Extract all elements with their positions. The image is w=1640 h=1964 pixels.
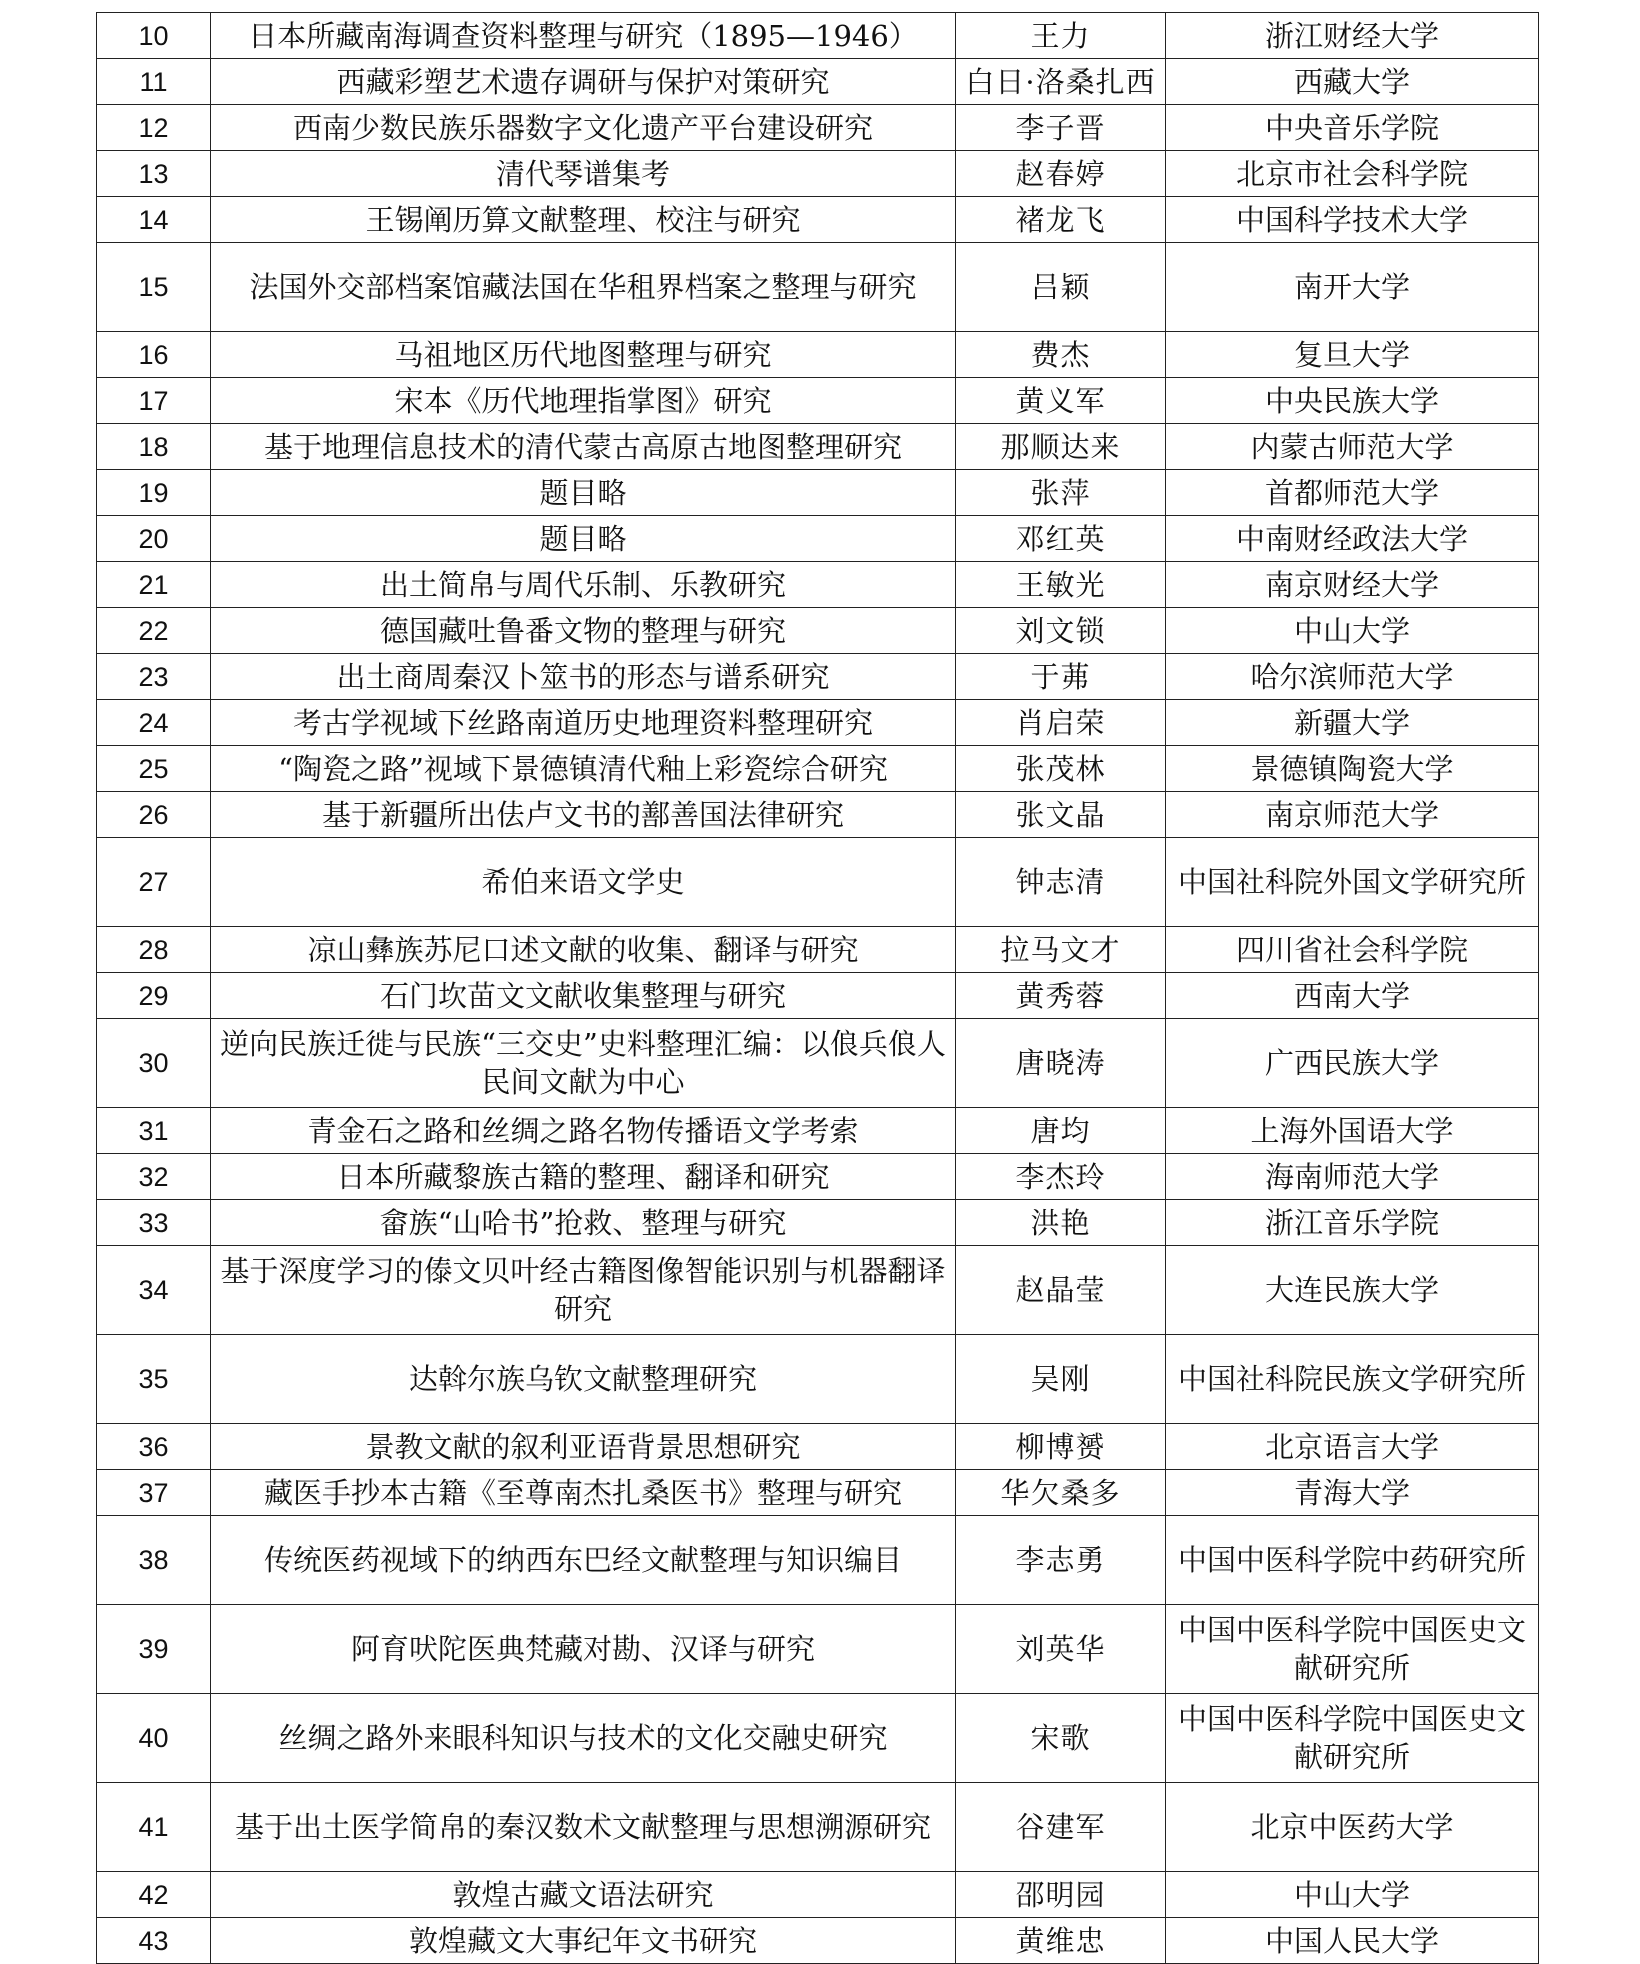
row-number-cell: 28 <box>97 927 211 973</box>
institution-cell: 北京市社会科学院 <box>1166 151 1539 197</box>
institution-cell: 中国社科院民族文学研究所 <box>1166 1335 1539 1424</box>
row-number-cell: 43 <box>97 1918 211 1964</box>
row-number-cell: 17 <box>97 378 211 424</box>
principal-investigator-cell: 白日·洛桑扎西 <box>956 59 1166 105</box>
principal-investigator-cell: 赵春婷 <box>956 151 1166 197</box>
row-number-cell: 35 <box>97 1335 211 1424</box>
project-title-cell: 日本所藏南海调查资料整理与研究（1895—1946） <box>211 13 956 59</box>
principal-investigator-cell: 张萍 <box>956 470 1166 516</box>
institution-cell: 四川省社会科学院 <box>1166 927 1539 973</box>
principal-investigator-cell: 黄秀蓉 <box>956 973 1166 1019</box>
table-row <box>97 838 1539 927</box>
project-title-cell: 达斡尔族乌钦文献整理研究 <box>211 1335 956 1424</box>
table-row <box>97 151 1539 197</box>
table-row <box>97 1019 1539 1108</box>
table-row <box>97 1783 1539 1872</box>
principal-investigator-cell: 吴刚 <box>956 1335 1166 1424</box>
project-title-cell: 凉山彝族苏尼口述文献的收集、翻译与研究 <box>211 927 956 973</box>
project-title-cell: 景教文献的叙利亚语背景思想研究 <box>211 1424 956 1470</box>
table-row <box>97 1516 1539 1605</box>
row-number-cell: 32 <box>97 1154 211 1200</box>
institution-cell: 首都师范大学 <box>1166 470 1539 516</box>
institution-cell: 中南财经政法大学 <box>1166 516 1539 562</box>
row-number-cell: 20 <box>97 516 211 562</box>
table-row <box>97 1200 1539 1246</box>
principal-investigator-cell: 柳博赟 <box>956 1424 1166 1470</box>
table-row <box>97 516 1539 562</box>
table-row <box>97 470 1539 516</box>
principal-investigator-cell: 钟志清 <box>956 838 1166 927</box>
row-number-cell: 10 <box>97 13 211 59</box>
table-row <box>97 59 1539 105</box>
table-row <box>97 973 1539 1019</box>
row-number-cell: 27 <box>97 838 211 927</box>
row-number-cell: 13 <box>97 151 211 197</box>
principal-investigator-cell: 宋歌 <box>956 1694 1166 1783</box>
row-number-cell: 19 <box>97 470 211 516</box>
project-title-cell: 基于深度学习的傣文贝叶经古籍图像智能识别与机器翻译研究 <box>211 1246 956 1335</box>
principal-investigator-cell: 那顺达来 <box>956 424 1166 470</box>
row-number-cell: 11 <box>97 59 211 105</box>
table-row <box>97 243 1539 332</box>
principal-investigator-cell: 刘英华 <box>956 1605 1166 1694</box>
principal-investigator-cell: 邵明园 <box>956 1872 1166 1918</box>
principal-investigator-cell: 于茀 <box>956 654 1166 700</box>
table-row <box>97 562 1539 608</box>
project-title-cell: 传统医药视域下的纳西东巴经文献整理与知识编目 <box>211 1516 956 1605</box>
table-row <box>97 1335 1539 1424</box>
project-table-body <box>97 13 1539 1964</box>
row-number-cell: 24 <box>97 700 211 746</box>
institution-cell: 西南大学 <box>1166 973 1539 1019</box>
table-row <box>97 13 1539 59</box>
table-row <box>97 1246 1539 1335</box>
project-title-cell: 畲族“山哈书”抢救、整理与研究 <box>211 1200 956 1246</box>
institution-cell: 新疆大学 <box>1166 700 1539 746</box>
table-row <box>97 1872 1539 1918</box>
principal-investigator-cell: 洪艳 <box>956 1200 1166 1246</box>
row-number-cell: 40 <box>97 1694 211 1783</box>
principal-investigator-cell: 黄维忠 <box>956 1918 1166 1964</box>
row-number-cell: 18 <box>97 424 211 470</box>
row-number-cell: 12 <box>97 105 211 151</box>
institution-cell: 中央民族大学 <box>1166 378 1539 424</box>
project-title-cell: 王锡阐历算文献整理、校注与研究 <box>211 197 956 243</box>
principal-investigator-cell: 唐均 <box>956 1108 1166 1154</box>
principal-investigator-cell: 褚龙飞 <box>956 197 1166 243</box>
institution-cell: 浙江音乐学院 <box>1166 1200 1539 1246</box>
institution-cell: 内蒙古师范大学 <box>1166 424 1539 470</box>
institution-cell: 南开大学 <box>1166 243 1539 332</box>
principal-investigator-cell: 李志勇 <box>956 1516 1166 1605</box>
row-number-cell: 33 <box>97 1200 211 1246</box>
project-title-cell: 基于出土医学简帛的秦汉数术文献整理与思想溯源研究 <box>211 1783 956 1872</box>
institution-cell: 中国中医科学院中药研究所 <box>1166 1516 1539 1605</box>
institution-cell: 南京师范大学 <box>1166 792 1539 838</box>
row-number-cell: 42 <box>97 1872 211 1918</box>
institution-cell: 上海外国语大学 <box>1166 1108 1539 1154</box>
table-row <box>97 1470 1539 1516</box>
institution-cell: 广西民族大学 <box>1166 1019 1539 1108</box>
project-title-cell: 题目略 <box>211 470 956 516</box>
institution-cell: 青海大学 <box>1166 1470 1539 1516</box>
principal-investigator-cell: 唐晓涛 <box>956 1019 1166 1108</box>
table-row <box>97 746 1539 792</box>
project-title-cell: 基于新疆所出佉卢文书的鄯善国法律研究 <box>211 792 956 838</box>
institution-cell: 中国社科院外国文学研究所 <box>1166 838 1539 927</box>
table-row <box>97 1918 1539 1964</box>
project-title-cell: 阿育吠陀医典梵藏对勘、汉译与研究 <box>211 1605 956 1694</box>
institution-cell: 南京财经大学 <box>1166 562 1539 608</box>
project-title-cell: “陶瓷之路”视域下景德镇清代釉上彩瓷综合研究 <box>211 746 956 792</box>
principal-investigator-cell: 吕颖 <box>956 243 1166 332</box>
project-table <box>96 12 1539 1964</box>
table-row <box>97 654 1539 700</box>
row-number-cell: 26 <box>97 792 211 838</box>
project-title-cell: 题目略 <box>211 516 956 562</box>
row-number-cell: 22 <box>97 608 211 654</box>
row-number-cell: 31 <box>97 1108 211 1154</box>
institution-cell: 中国人民大学 <box>1166 1918 1539 1964</box>
principal-investigator-cell: 费杰 <box>956 332 1166 378</box>
institution-cell: 浙江财经大学 <box>1166 13 1539 59</box>
row-number-cell: 39 <box>97 1605 211 1694</box>
row-number-cell: 37 <box>97 1470 211 1516</box>
project-title-cell: 德国藏吐鲁番文物的整理与研究 <box>211 608 956 654</box>
principal-investigator-cell: 王敏光 <box>956 562 1166 608</box>
principal-investigator-cell: 华欠桑多 <box>956 1470 1166 1516</box>
table-row <box>97 332 1539 378</box>
project-title-cell: 西藏彩塑艺术遗存调研与保护对策研究 <box>211 59 956 105</box>
project-title-cell: 基于地理信息技术的清代蒙古高原古地图整理研究 <box>211 424 956 470</box>
table-row <box>97 1154 1539 1200</box>
table-row <box>97 608 1539 654</box>
row-number-cell: 15 <box>97 243 211 332</box>
institution-cell: 中国中医科学院中国医史文献研究所 <box>1166 1694 1539 1783</box>
institution-cell: 中国科学技术大学 <box>1166 197 1539 243</box>
principal-investigator-cell: 拉马文才 <box>956 927 1166 973</box>
principal-investigator-cell: 黄义军 <box>956 378 1166 424</box>
institution-cell: 景德镇陶瓷大学 <box>1166 746 1539 792</box>
table-row <box>97 1605 1539 1694</box>
table-row <box>97 1694 1539 1783</box>
institution-cell: 中山大学 <box>1166 608 1539 654</box>
row-number-cell: 14 <box>97 197 211 243</box>
principal-investigator-cell: 肖启荣 <box>956 700 1166 746</box>
principal-investigator-cell: 李杰玲 <box>956 1154 1166 1200</box>
project-title-cell: 马祖地区历代地图整理与研究 <box>211 332 956 378</box>
project-title-cell: 出土商周秦汉卜筮书的形态与谱系研究 <box>211 654 956 700</box>
institution-cell: 北京中医药大学 <box>1166 1783 1539 1872</box>
table-row <box>97 424 1539 470</box>
institution-cell: 中国中医科学院中国医史文献研究所 <box>1166 1605 1539 1694</box>
principal-investigator-cell: 谷建军 <box>956 1783 1166 1872</box>
project-title-cell: 宋本《历代地理指掌图》研究 <box>211 378 956 424</box>
row-number-cell: 38 <box>97 1516 211 1605</box>
institution-cell: 中山大学 <box>1166 1872 1539 1918</box>
institution-cell: 中央音乐学院 <box>1166 105 1539 151</box>
row-number-cell: 36 <box>97 1424 211 1470</box>
row-number-cell: 16 <box>97 332 211 378</box>
principal-investigator-cell: 王力 <box>956 13 1166 59</box>
institution-cell: 北京语言大学 <box>1166 1424 1539 1470</box>
principal-investigator-cell: 李子晋 <box>956 105 1166 151</box>
table-row <box>97 197 1539 243</box>
table-row <box>97 700 1539 746</box>
principal-investigator-cell: 张文晶 <box>956 792 1166 838</box>
institution-cell: 海南师范大学 <box>1166 1154 1539 1200</box>
project-title-cell: 藏医手抄本古籍《至尊南杰扎桑医书》整理与研究 <box>211 1470 956 1516</box>
project-title-cell: 石门坎苗文文献收集整理与研究 <box>211 973 956 1019</box>
project-title-cell: 出土简帛与周代乐制、乐教研究 <box>211 562 956 608</box>
project-title-cell: 日本所藏黎族古籍的整理、翻译和研究 <box>211 1154 956 1200</box>
table-row <box>97 378 1539 424</box>
row-number-cell: 29 <box>97 973 211 1019</box>
project-title-cell: 丝绸之路外来眼科知识与技术的文化交融史研究 <box>211 1694 956 1783</box>
table-row <box>97 105 1539 151</box>
table-row <box>97 792 1539 838</box>
project-title-cell: 青金石之路和丝绸之路名物传播语文学考索 <box>211 1108 956 1154</box>
table-row <box>97 927 1539 973</box>
project-title-cell: 清代琴谱集考 <box>211 151 956 197</box>
principal-investigator-cell: 张茂林 <box>956 746 1166 792</box>
project-title-cell: 敦煌古藏文语法研究 <box>211 1872 956 1918</box>
table-row <box>97 1108 1539 1154</box>
institution-cell: 复旦大学 <box>1166 332 1539 378</box>
project-title-cell: 法国外交部档案馆藏法国在华租界档案之整理与研究 <box>211 243 956 332</box>
project-title-cell: 希伯来语文学史 <box>211 838 956 927</box>
project-title-cell: 逆向民族迁徙与民族“三交史”史料整理汇编：以俍兵俍人民间文献为中心 <box>211 1019 956 1108</box>
row-number-cell: 23 <box>97 654 211 700</box>
project-title-cell: 考古学视域下丝路南道历史地理资料整理研究 <box>211 700 956 746</box>
row-number-cell: 25 <box>97 746 211 792</box>
row-number-cell: 41 <box>97 1783 211 1872</box>
principal-investigator-cell: 赵晶莹 <box>956 1246 1166 1335</box>
project-title-cell: 敦煌藏文大事纪年文书研究 <box>211 1918 956 1964</box>
table-row <box>97 1424 1539 1470</box>
principal-investigator-cell: 邓红英 <box>956 516 1166 562</box>
institution-cell: 西藏大学 <box>1166 59 1539 105</box>
institution-cell: 大连民族大学 <box>1166 1246 1539 1335</box>
institution-cell: 哈尔滨师范大学 <box>1166 654 1539 700</box>
principal-investigator-cell: 刘文锁 <box>956 608 1166 654</box>
row-number-cell: 21 <box>97 562 211 608</box>
row-number-cell: 30 <box>97 1019 211 1108</box>
row-number-cell: 34 <box>97 1246 211 1335</box>
project-title-cell: 西南少数民族乐器数字文化遗产平台建设研究 <box>211 105 956 151</box>
